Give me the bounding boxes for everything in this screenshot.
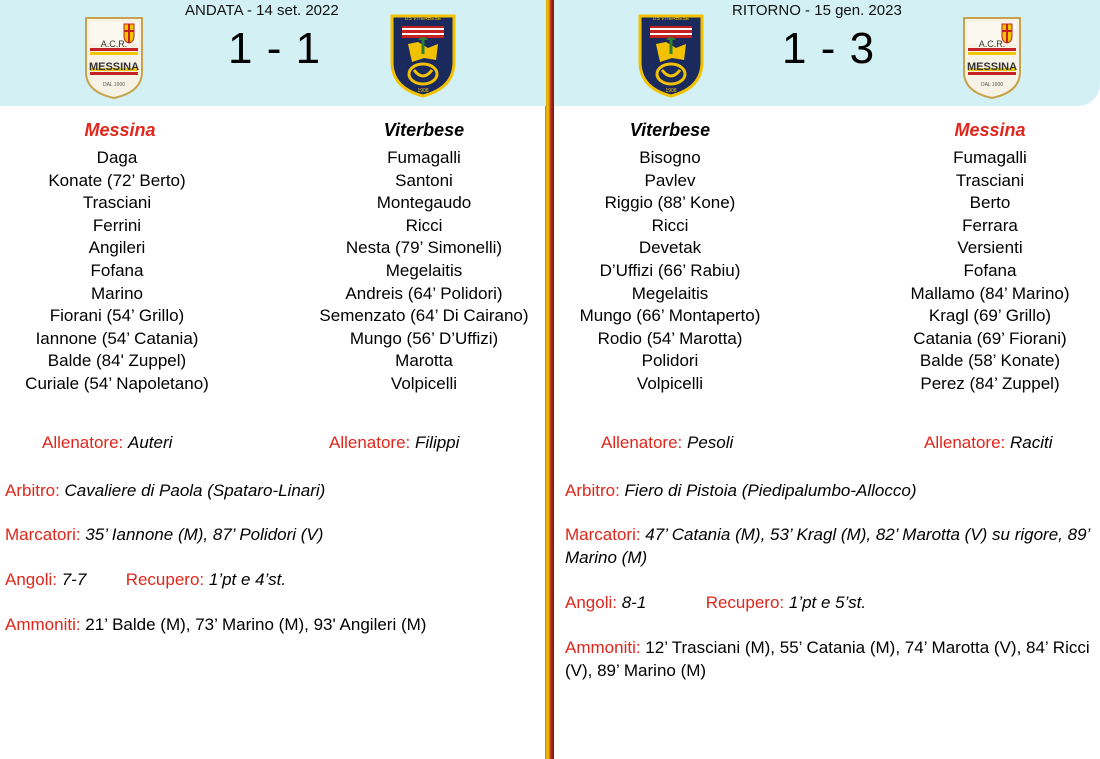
list-item: Curiale (54’ Napoletano) xyxy=(25,373,209,393)
list-item: Andreis (64’ Polidori) xyxy=(345,283,503,303)
list-item: Fumagalli xyxy=(953,148,1027,167)
list-item: Berto xyxy=(969,193,1011,213)
ritorno-ammoniti: Ammoniti: 12’ Trasciani (M), 55’ Catania (M), 74’ Marotta (V), 84’ Ricci (V), 89’ Marino (M) xyxy=(565,638,1090,680)
list-item: Nesta (79’ Simonelli) xyxy=(345,238,503,258)
andata-score: 1 - 1 xyxy=(228,24,322,73)
list-item: Pavlev xyxy=(644,170,696,190)
andata-marcatori: Marcatori: 35’ Iannone (M), 87’ Polidori (V) xyxy=(5,525,324,544)
list-item: Ferrara xyxy=(962,215,1018,235)
list-item: Fofana xyxy=(90,260,144,280)
ritorno-title: RITORNO - 15 gen. 2023 xyxy=(732,2,902,19)
andata-away-lineup xyxy=(294,147,554,396)
ritorno-home-coach: Allenatore: Pesoli xyxy=(601,433,734,452)
list-item: Santoni xyxy=(395,170,453,190)
list-item: Trasciani xyxy=(955,170,1025,190)
list-item: Volpicelli xyxy=(390,373,458,393)
list-item: Catania (69’ Fiorani) xyxy=(913,328,1067,348)
andata-home-coach: Allenatore: Auteri xyxy=(42,433,173,452)
ritorno-home-name: Viterbese xyxy=(629,120,711,140)
andata-home-lineup xyxy=(0,147,247,396)
list-item: Fiorani (54’ Grillo) xyxy=(49,306,185,326)
list-item: Konate (72’ Berto) xyxy=(48,170,186,190)
list-item: Megelaitis xyxy=(631,283,709,303)
list-item: Marino xyxy=(91,283,143,303)
ritorno-score: 1 - 3 xyxy=(782,24,876,73)
list-item: Mungo (66’ Montaperto) xyxy=(579,306,761,326)
ritorno-away-coach: Allenatore: Raciti xyxy=(924,433,1053,452)
list-item: Versienti xyxy=(957,238,1023,258)
messina-logo: A.C.R. MESSINA DAL 1900 xyxy=(82,16,146,105)
list-item: Kragl (69’ Grillo) xyxy=(928,306,1052,326)
list-item: Riggio (88’ Kone) xyxy=(604,193,736,213)
ritorno-marcatori: Marcatori: 47’ Catania (M), 53’ Kragl (M), 82’ Marotta (V) su rigore, 89’ Marino (M) xyxy=(565,525,1090,567)
list-item: Ricci xyxy=(651,215,689,235)
andata-angoli-recupero: Angoli: 7-7 Recupero: 1’pt e 4’st. xyxy=(5,570,287,589)
list-item: Perez (84’ Zuppel) xyxy=(920,373,1060,393)
list-item: Iannone (54’ Catania) xyxy=(35,328,199,348)
andata-title: ANDATA - 14 set. 2022 xyxy=(185,2,339,19)
list-item: Balde (84' Zuppel) xyxy=(47,351,187,371)
list-item: Trasciani xyxy=(82,193,152,213)
list-item: Semenzato (64’ Di Cairano) xyxy=(319,306,529,326)
list-item: Devetak xyxy=(638,238,702,258)
list-item: Daga xyxy=(96,148,138,167)
ritorno-away-lineup xyxy=(860,147,1100,396)
list-item: Volpicelli xyxy=(636,373,704,393)
list-item: Montegaudo xyxy=(376,193,472,213)
andata-away-name: Viterbese xyxy=(383,120,465,140)
list-item: Angileri xyxy=(88,238,146,258)
list-item: Mallamo (84’ Marino) xyxy=(910,283,1070,303)
list-item: Bisogno xyxy=(639,148,701,167)
list-item: Polidori xyxy=(641,351,699,371)
ritorno-angoli-recupero: Angoli: 8-1 Recupero: 1’pt e 5’st. xyxy=(565,593,867,612)
andata-header xyxy=(0,0,546,106)
list-item: Fofana xyxy=(963,260,1017,280)
list-item: D’Uffizi (66’ Rabiu) xyxy=(599,260,741,280)
ritorno-panel xyxy=(550,0,1100,759)
list-item: Ricci xyxy=(405,215,443,235)
viterbese-logo: US VITERBESE 1908 xyxy=(388,14,458,103)
andata-arbitro: Arbitro: Cavaliere di Paola (Spataro-Linari) xyxy=(5,481,326,500)
andata-home-name: Messina xyxy=(84,120,156,140)
list-item: Rodio (54’ Marotta) xyxy=(597,328,743,348)
viterbese-logo: US VITERBESE 1908 xyxy=(636,14,706,103)
list-item: Megelaitis xyxy=(385,260,463,280)
ritorno-home-lineup xyxy=(540,147,800,396)
list-item: Marotta xyxy=(395,351,453,371)
list-item: Ferrini xyxy=(92,215,142,235)
andata-ammoniti: Ammoniti: 21’ Balde (M), 73’ Marino (M), 93' Angileri (M) xyxy=(5,615,427,634)
list-item: Balde (58’ Konate) xyxy=(919,351,1061,371)
list-item: Fumagalli xyxy=(387,148,461,167)
ritorno-arbitro: Arbitro: Fiero di Pistoia (Piedipalumbo-Allocco) xyxy=(565,481,917,500)
list-item: Mungo (56’ D’Uffizi) xyxy=(349,328,499,348)
messina-logo: A.C.R. MESSINA DAL 1900 xyxy=(960,16,1024,105)
ritorno-away-name: Messina xyxy=(954,120,1026,140)
ritorno-header xyxy=(554,0,1100,106)
andata-away-coach: Allenatore: Filippi xyxy=(329,433,460,452)
